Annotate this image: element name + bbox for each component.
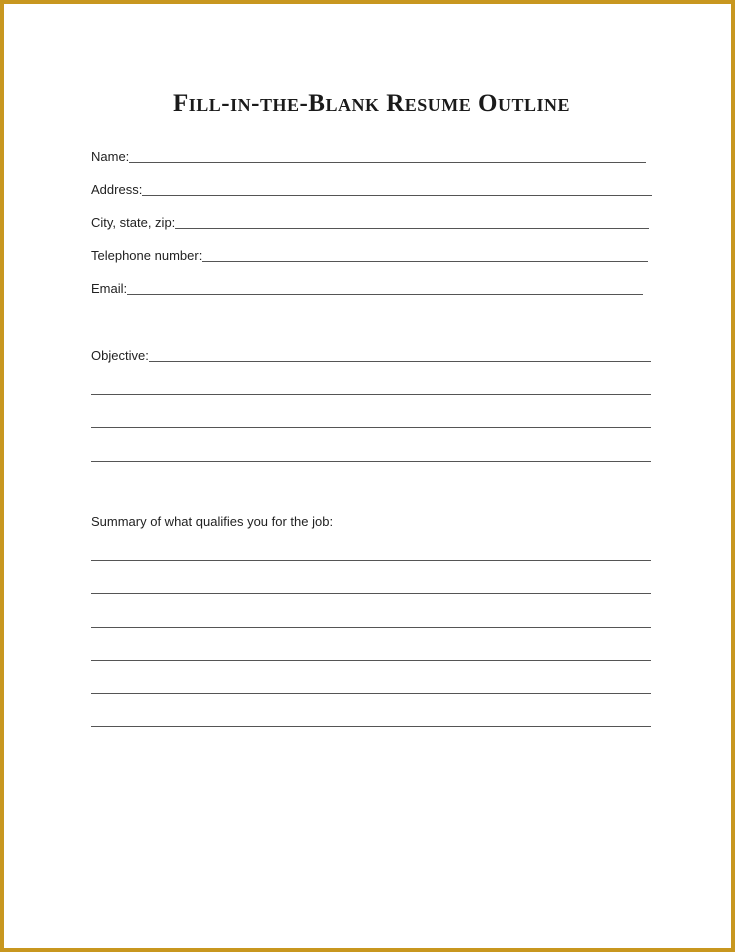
objective-blank-line-3[interactable] [91,427,651,428]
email-field[interactable] [91,279,643,297]
telephone-field[interactable] [91,246,648,264]
telephone-blank-line[interactable] [202,261,648,262]
summary-label: Summary of what qualifies you for the job: [91,514,334,529]
summary-blank-line-1[interactable] [91,560,651,561]
objective-label: Objective: [91,348,149,363]
summary-blank-line-5[interactable] [91,693,651,694]
summary-blank-line-6[interactable] [91,726,651,727]
city-state-zip-field[interactable] [91,213,649,231]
name-blank-line[interactable] [129,162,646,163]
objective-blank-line[interactable] [149,361,651,362]
address-blank-line[interactable] [142,195,652,196]
address-field[interactable] [91,180,652,198]
telephone-label: Telephone number: [91,248,203,263]
city-state-zip-label: City, state, zip: [91,215,176,230]
name-label: Name: [91,149,130,164]
objective-field[interactable] [91,346,651,364]
objective-blank-line-4[interactable] [91,461,651,462]
summary-blank-line-2[interactable] [91,593,651,594]
summary-blank-line-3[interactable] [91,627,651,628]
email-blank-line[interactable] [127,294,643,295]
summary-blank-line-4[interactable] [91,660,651,661]
page-title: Fill-in-the-Blank Resume Outline [173,90,570,117]
city-state-zip-blank-line[interactable] [175,228,649,229]
address-label: Address: [91,182,143,197]
name-field[interactable] [91,147,646,165]
objective-blank-line-2[interactable] [91,394,651,395]
email-label: Email: [91,281,128,296]
